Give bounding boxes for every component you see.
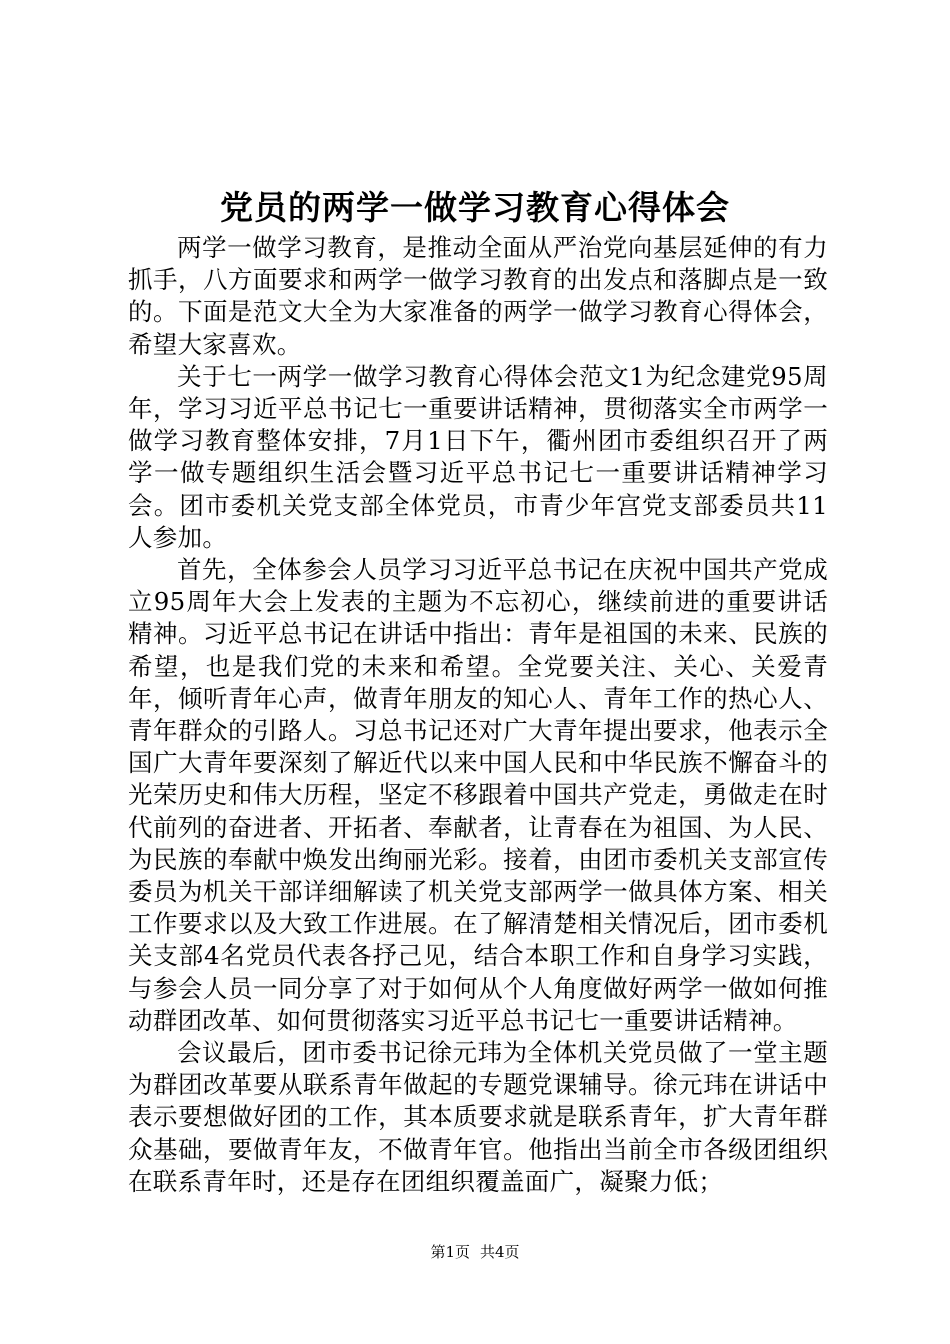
page-number: 第1页 [430, 1243, 470, 1261]
paragraph-intro: 两学一做学习教育，是推动全面从严治党向基层延伸的有力抓手，八方面要求和两学一做学习教育的出发点和落脚点是一致的。下面是范文大全为大家准备的两学一做学习教育心得体会，希望大家喜欢。 [128, 233, 828, 359]
paragraph-meeting: 关于七一两学一做学习教育心得体会范文1为纪念建党95周年，学习习近平总书记七一重要讲话精神，贯彻落实全市两学一做学习教育整体安排，7月1日下午，衢州团市委组织召开了两学一做专题组织生活会暨习近平总书记七一重要讲话精神学习会。团市委机关党支部全体党员，市青少年宫党支部委员共11人参加。 [128, 361, 828, 552]
page-footer [0, 1242, 950, 1262]
paragraph-speech: 首先，全体参会人员学习习近平总书记在庆祝中国共产党成立95周年大会上发表的主题为不忘初心，继续前进的重要讲话精神。习近平总书记在讲话中指出：青年是祖国的未来、民族的希望，也是我们党的未来和希望。全党要关注、关心、关爱青年，倾听青年心声，做青年朋友的知心人、青年工作的热心人、青年群众的引路人。习总书记还对广大青年提出要求，他表示全国广大青年要深刻了解近代以来中国人民和中华民族不懈奋斗的光荣历史和伟大历程，坚定不移跟着中国共产党走，勇做走在时代前列的奋进者、开拓者、奉献者，让青春在为祖国、为人民、为民族的奉献中焕发出绚丽光彩。接着，由团市委机关支部宣传委员为机关干部详细解读了机关党支部两学一做具体方案、相关工作要求以及大致工作进展。在了解清楚相关情况后，团市委机关支部4名党员代表各抒己见，结合本职工作和自身学习实践，与参会人员一同分享了对于如何从个人角度做好两学一做如何推动群团改革、如何贯彻落实习近平总书记七一重要讲话精神。 [128, 555, 828, 1035]
paragraph-conclusion: 会议最后，团市委书记徐元玮为全体机关党员做了一堂主题为群团改革要从联系青年做起的专题党课辅导。徐元玮在讲话中表示要想做好团的工作，其本质要求就是联系青年，扩大青年群众基础，要做青年友，不做青年官。他指出当前全市各级团组织在联系青年时，还是存在团组织覆盖面广，凝聚力低； [128, 1038, 828, 1196]
document-body [128, 232, 828, 1198]
page-total: 共4页 [480, 1243, 520, 1261]
document-title: 党员的两学一做学习教育心得体会 [220, 188, 730, 227]
